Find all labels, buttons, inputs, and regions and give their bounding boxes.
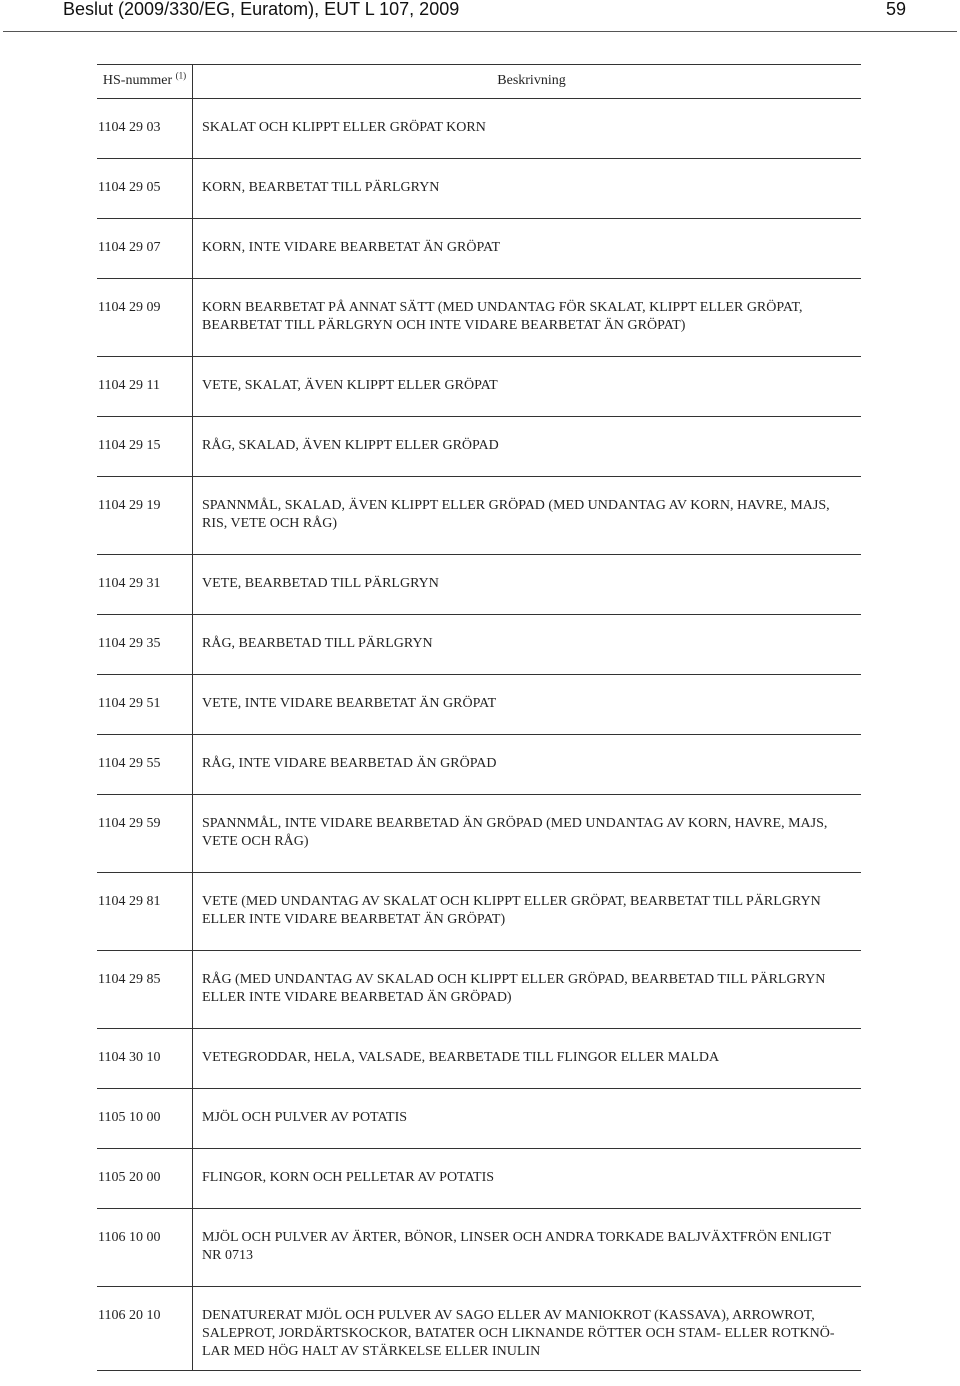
description-cell: VETE, INTE VIDARE BEARBETAT ÄN GRÖPAT bbox=[202, 696, 497, 711]
table-row bbox=[97, 1209, 861, 1287]
footnote-marker: (1) bbox=[175, 70, 187, 81]
description-cell: RÅG (MED UNDANTAG AV SKALAD OCH KLIPPT ELLER GRÖPAD, BEARBETAD TILL PÄRLGRYN ELLER INTE VIDARE BEARBETAD ÄN GRÖPAD) bbox=[202, 972, 826, 1005]
table-row bbox=[97, 219, 861, 279]
hs-code-cell: 1104 29 81 bbox=[97, 873, 193, 950]
description-cell: VETE, BEARBETAD TILL PÄRLGRYN bbox=[202, 576, 439, 591]
header-divider bbox=[3, 31, 957, 32]
description-cell: FLINGOR, KORN OCH PELLETAR AV POTATIS bbox=[202, 1170, 495, 1185]
hs-code-cell: 1104 29 35 bbox=[97, 615, 193, 674]
table-header-row bbox=[97, 64, 861, 99]
hs-code-cell: 1104 29 31 bbox=[97, 555, 193, 614]
table-row bbox=[97, 417, 861, 477]
hs-code-cell: 1105 10 00 bbox=[97, 1089, 193, 1148]
table-row bbox=[97, 555, 861, 615]
table-row bbox=[97, 477, 861, 555]
hs-code-cell: 1104 29 19 bbox=[97, 477, 193, 554]
description-cell: RÅG, SKALAD, ÄVEN KLIPPT ELLER GRÖPAD bbox=[202, 438, 499, 453]
description-cell: SPANNMÅL, INTE VIDARE BEARBETAD ÄN GRÖPAD (MED UNDANTAG AV KORN, HAVRE, MAJS, VETE OCH RÅG) bbox=[202, 816, 828, 849]
hs-code-cell: 1104 29 55 bbox=[97, 735, 193, 794]
table-row bbox=[97, 1029, 861, 1089]
description-cell: RÅG, INTE VIDARE BEARBETAD ÄN GRÖPAD bbox=[202, 756, 497, 771]
hs-code-cell: 1104 30 10 bbox=[97, 1029, 193, 1088]
hs-code-cell: 1104 29 09 bbox=[97, 279, 193, 356]
column-header-hs-number-label: HS-nummer bbox=[102, 73, 173, 88]
hs-code-cell: 1104 29 15 bbox=[97, 417, 193, 476]
description-cell: SPANNMÅL, SKALAD, ÄVEN KLIPPT ELLER GRÖPAD (MED UNDANTAG AV KORN, HAVRE, MAJS, RIS, VETE OCH RÅG) bbox=[202, 498, 830, 531]
table-row bbox=[97, 615, 861, 675]
hs-code-cell: 1104 29 51 bbox=[97, 675, 193, 734]
hs-code-cell: 1105 20 00 bbox=[97, 1149, 193, 1208]
table-row bbox=[97, 1287, 861, 1371]
description-cell: VETE (MED UNDANTAG AV SKALAT OCH KLIPPT ELLER GRÖPAT, BEARBETAT TILL PÄRLGRYN ELLER INTE VIDARE BEARBETAT ÄN GRÖPAT) bbox=[202, 894, 821, 927]
hs-code-cell: 1104 29 03 bbox=[97, 99, 193, 158]
hs-code-cell: 1104 29 11 bbox=[97, 357, 193, 416]
table-row bbox=[97, 675, 861, 735]
table-row bbox=[97, 279, 861, 357]
hs-code-cell: 1104 29 05 bbox=[97, 159, 193, 218]
hs-code-cell: 1106 10 00 bbox=[97, 1209, 193, 1286]
hs-code-cell: 1104 29 85 bbox=[97, 951, 193, 1028]
page-header bbox=[0, 0, 960, 31]
table-row bbox=[97, 951, 861, 1029]
column-header-description: Beskrivning bbox=[497, 73, 566, 88]
page-number: 59 bbox=[885, 0, 906, 19]
table-row bbox=[97, 159, 861, 219]
description-cell: RÅG, BEARBETAD TILL PÄRLGRYN bbox=[202, 636, 433, 651]
hs-code-table bbox=[97, 64, 861, 1371]
table-row bbox=[97, 357, 861, 417]
description-cell: KORN, BEARBETAT TILL PÄRLGRYN bbox=[202, 180, 440, 195]
table-row bbox=[97, 873, 861, 951]
description-cell: SKALAT OCH KLIPPT ELLER GRÖPAT KORN bbox=[202, 120, 486, 135]
description-cell: MJÖL OCH PULVER AV ÄRTER, BÖNOR, LINSER OCH ANDRA TORKADE BALJVÄXTFRÖN ENLIGT NR 0713 bbox=[202, 1230, 832, 1263]
description-cell: KORN BEARBETAT PÅ ANNAT SÄTT (MED UNDANTAG FÖR SKALAT, KLIPPT ELLER GRÖPAT, BEARBETAT TILL PÄRLGRYN OCH INTE VIDARE BEARBETAT ÄN GRÖPAT) bbox=[202, 300, 803, 333]
table-row bbox=[97, 795, 861, 873]
description-cell: DENATURERAT MJÖL OCH PULVER AV SAGO ELLER AV MANIOKROT (KASSAVA), ARROWROT, SALEPROT, JORDÄRTSKOCKOR, BATATER OCH LIKNANDE RÖTTER OCH STAM- ELLER ROTKNÖ- LAR MED HÖG HALT AV STÄRKELSE ELLER INULIN bbox=[202, 1308, 835, 1359]
page-title: Beslut (2009/330/EG, Euratom), EUT L 107, 2009 bbox=[63, 0, 460, 19]
table-row bbox=[97, 1089, 861, 1149]
hs-code-cell: 1106 20 10 bbox=[97, 1287, 193, 1370]
table-row bbox=[97, 99, 861, 159]
description-cell: VETEGRODDAR, HELA, VALSADE, BEARBETADE TILL FLINGOR ELLER MALDA bbox=[202, 1050, 720, 1065]
hs-code-cell: 1104 29 59 bbox=[97, 795, 193, 872]
hs-code-cell: 1104 29 07 bbox=[97, 219, 193, 278]
description-cell: VETE, SKALAT, ÄVEN KLIPPT ELLER GRÖPAT bbox=[202, 378, 498, 393]
description-cell: MJÖL OCH PULVER AV POTATIS bbox=[202, 1110, 408, 1125]
table-row bbox=[97, 735, 861, 795]
column-header-hs-number bbox=[97, 65, 193, 98]
table-row bbox=[97, 1149, 861, 1209]
description-cell: KORN, INTE VIDARE BEARBETAT ÄN GRÖPAT bbox=[202, 240, 501, 255]
